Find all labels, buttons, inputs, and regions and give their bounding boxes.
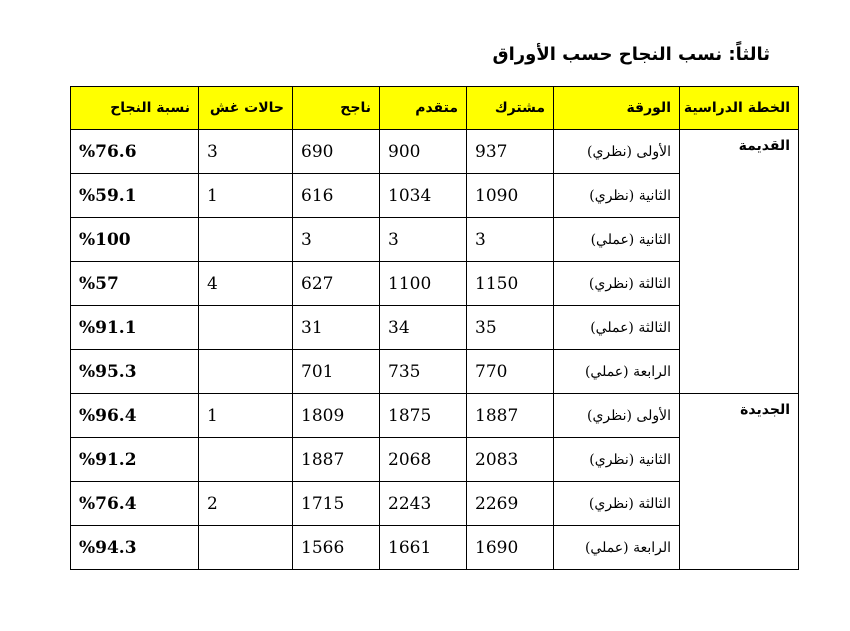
paper-cell: الثالثة (عملي) [554, 306, 680, 350]
pass-rate-cell [71, 218, 199, 262]
plan-name: الجديدة [680, 394, 799, 570]
header-row [71, 87, 799, 130]
table-row [71, 394, 799, 438]
applicants-cell: 1875 [380, 394, 467, 438]
paper-cell: الأولى (نظري) [554, 130, 680, 174]
passed-cell: 701 [293, 350, 380, 394]
paper-cell: الرابعة (عملي) [554, 350, 680, 394]
participants-cell: 1150 [467, 262, 554, 306]
passed-cell: 1887 [293, 438, 380, 482]
pass-rate-value: %91.2 [79, 449, 137, 470]
passed-cell: 690 [293, 130, 380, 174]
participants-cell: 2083 [467, 438, 554, 482]
cheating-cell: 1 [199, 174, 293, 218]
cheating-cell: 1 [199, 394, 293, 438]
header-participants: مشترك [467, 87, 554, 130]
applicants-cell: 1100 [380, 262, 467, 306]
paper-cell: الثالثة (نظري) [554, 482, 680, 526]
section-title: ثالثاً: نسب النجاح حسب الأوراق [492, 44, 770, 65]
applicants-cell: 1034 [380, 174, 467, 218]
header-paper: الورقة [554, 87, 680, 130]
passed-cell: 627 [293, 262, 380, 306]
applicants-cell: 2068 [380, 438, 467, 482]
pass-rate-value: %59.1 [79, 185, 137, 206]
passed-cell: 3 [293, 218, 380, 262]
pass-rate-value: %96.4 [79, 405, 137, 426]
plan-name: القديمة [680, 130, 799, 394]
pass-rate-cell [71, 438, 199, 482]
pass-rate-value: %94.3 [79, 537, 137, 558]
applicants-cell: 3 [380, 218, 467, 262]
passed-cell: 616 [293, 174, 380, 218]
table-row [71, 130, 799, 174]
paper-cell: الأولى (نظري) [554, 394, 680, 438]
cheating-cell: 2 [199, 482, 293, 526]
pass-rate-cell [71, 174, 199, 218]
applicants-cell: 735 [380, 350, 467, 394]
paper-cell: الثانية (نظري) [554, 174, 680, 218]
passed-cell: 1715 [293, 482, 380, 526]
participants-cell: 1887 [467, 394, 554, 438]
header-passed: ناجح [293, 87, 380, 130]
passed-cell: 1809 [293, 394, 380, 438]
cheating-cell [199, 438, 293, 482]
pass-rate-value: %76.6 [79, 141, 137, 162]
participants-cell: 35 [467, 306, 554, 350]
cheating-cell: 4 [199, 262, 293, 306]
participants-cell: 937 [467, 130, 554, 174]
pass-rate-cell [71, 350, 199, 394]
cheating-cell [199, 350, 293, 394]
cheating-cell: 3 [199, 130, 293, 174]
participants-cell: 770 [467, 350, 554, 394]
applicants-cell: 34 [380, 306, 467, 350]
pass-rate-cell [71, 262, 199, 306]
pass-rate-value: %100 [79, 229, 131, 250]
passed-cell: 31 [293, 306, 380, 350]
pass-rate-cell [71, 526, 199, 570]
pass-rate-value: %95.3 [79, 361, 137, 382]
pass-rate-cell [71, 130, 199, 174]
applicants-cell: 1661 [380, 526, 467, 570]
header-plan: الخطة الدراسية [680, 87, 799, 130]
passed-cell: 1566 [293, 526, 380, 570]
paper-cell: الرابعة (عملي) [554, 526, 680, 570]
participants-cell: 3 [467, 218, 554, 262]
cheating-cell [199, 218, 293, 262]
pass-rates-table [70, 86, 799, 570]
header-pass-rate: نسبة النجاح [71, 87, 199, 130]
participants-cell: 1690 [467, 526, 554, 570]
paper-cell: الثانية (عملي) [554, 218, 680, 262]
paper-cell: الثالثة (نظري) [554, 262, 680, 306]
participants-cell: 1090 [467, 174, 554, 218]
participants-cell: 2269 [467, 482, 554, 526]
pass-rate-cell [71, 394, 199, 438]
pass-rate-cell [71, 482, 199, 526]
paper-cell: الثانية (نظري) [554, 438, 680, 482]
header-cheating: حالات غش [199, 87, 293, 130]
applicants-cell: 900 [380, 130, 467, 174]
pass-rate-value: %76.4 [79, 493, 137, 514]
cheating-cell [199, 526, 293, 570]
applicants-cell: 2243 [380, 482, 467, 526]
cheating-cell [199, 306, 293, 350]
pass-rate-value: %57 [79, 273, 119, 294]
pass-rate-value: %91.1 [79, 317, 137, 338]
header-applicants: متقدم [380, 87, 467, 130]
pass-rate-cell [71, 306, 199, 350]
